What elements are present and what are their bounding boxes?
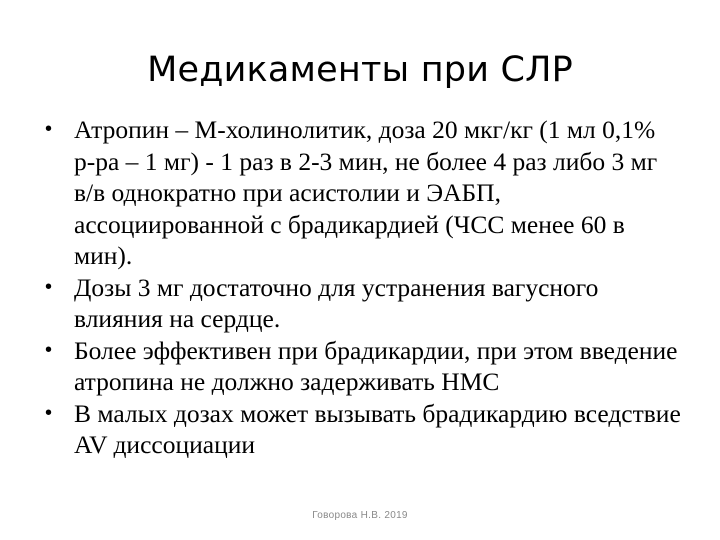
- bullet-list: [42, 114, 682, 461]
- bullet-text: Дозы 3 мг достаточно для устранения вагусного влияния на сердце.: [74, 272, 599, 333]
- bullet-item: [42, 114, 682, 272]
- bullet-item: [42, 398, 682, 461]
- bullet-text: Более эффективен при брадикардии, при этом введение атропина не должно задерживать НМС: [74, 335, 678, 396]
- bullet-icon: •: [45, 118, 53, 140]
- bullet-item: [42, 272, 682, 335]
- bullet-text: Атропин – М-холинолитик, доза 20 мкг/кг (1 мл 0,1% р-ра – 1 мг) - 1 раз в 2-3 мин, не более 4 раз либо 3 мг в/в однократно при асистолии и ЭАБП, ассоциированной с брадикардией (ЧСС менее 60 в мин).: [74, 115, 658, 270]
- bullet-icon: •: [45, 338, 53, 361]
- slide-footer: Говорова Н.В. 2019: [312, 510, 408, 521]
- bullet-text: В малых дозах может вызывать брадикардию вседствие AV диссоциации: [74, 398, 681, 459]
- bullet-icon: •: [45, 275, 53, 298]
- bullet-icon: •: [45, 401, 53, 424]
- bullet-item: [42, 335, 682, 398]
- slide-title: Медикаменты при СЛР: [147, 50, 573, 90]
